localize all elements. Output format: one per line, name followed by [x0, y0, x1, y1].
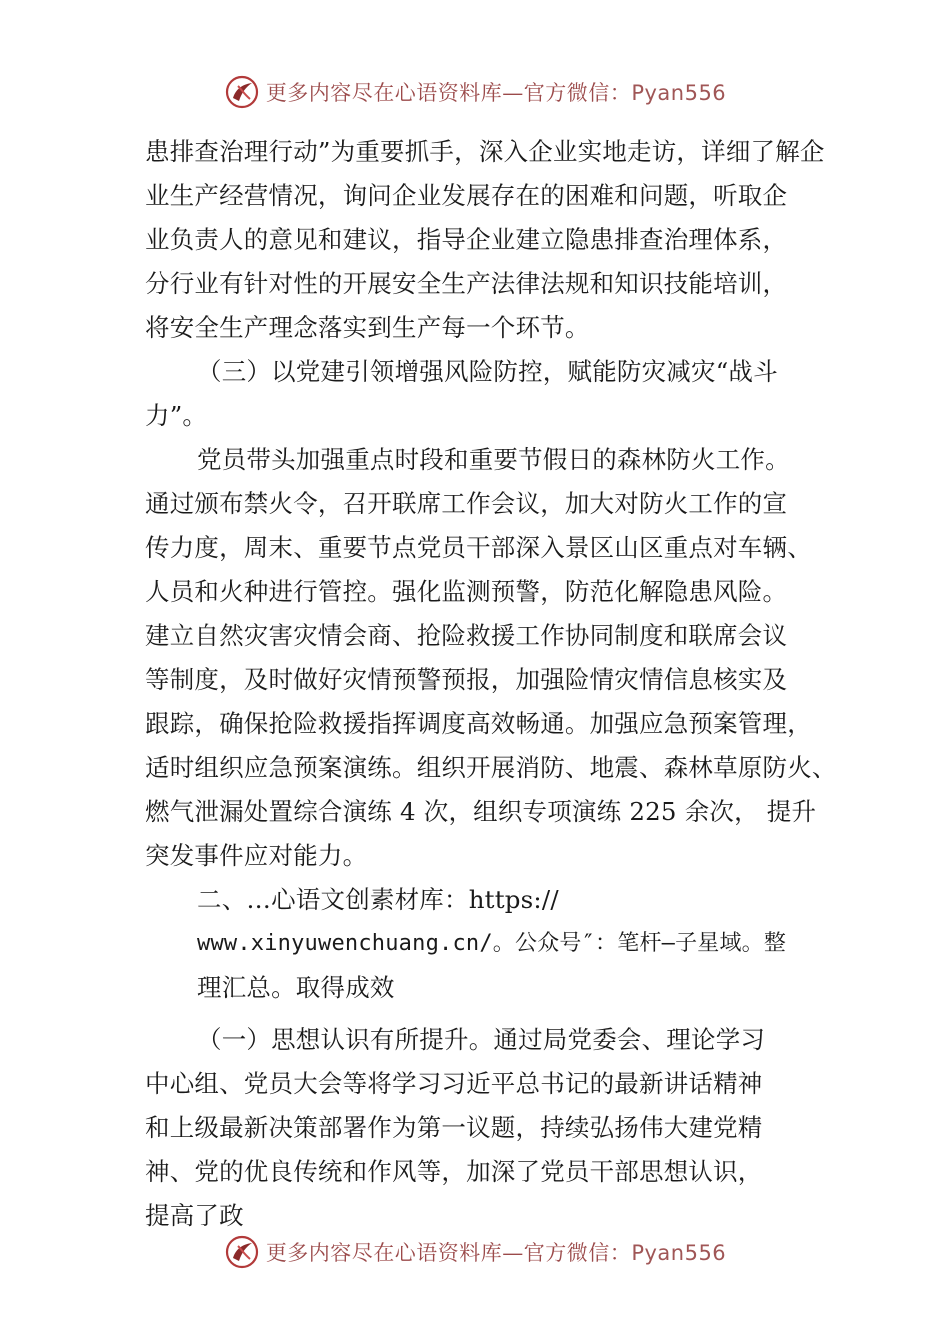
text-line: 适时组织应急预案演练。组织开展消防、地震、森林草原防火、	[145, 753, 837, 782]
header-banner	[0, 70, 950, 114]
text-line: 突发事件应对能力。	[145, 841, 368, 870]
brand-logo-icon	[224, 1234, 260, 1270]
text-line: 神、党的优良传统和作风等，加深了党员干部思想认识，	[145, 1157, 763, 1186]
text-line: 业负责人的意见和建议，指导企业建立隐患排查治理体系，	[145, 225, 788, 254]
text-line: 传力度，周末、重要节点党员干部深入景区山区重点对车辆、	[145, 533, 812, 562]
text-line: 患排查治理行动”为重要抓手，深入企业实地走访，详细了解企	[145, 137, 825, 166]
text-line: 党员带头加强重点时段和重要节假日的森林防火工作。	[197, 445, 790, 474]
section-heading-cont: 力”。	[145, 401, 208, 430]
section-heading: 二、…心语文创素材库：https://	[197, 885, 559, 914]
text-line: 分行业有针对性的开展安全生产法律法规和知识技能培训，	[145, 269, 788, 298]
text-line: 业生产经营情况，询问企业发展存在的困难和问题，听取企	[145, 181, 788, 210]
section-heading: （三）以党建引领增强风险防控，赋能防灾减灾“战斗	[197, 357, 778, 386]
text-line: 将安全生产理念落实到生产每一个环节。	[145, 313, 590, 342]
banner-text	[266, 77, 726, 107]
section-heading-cont: 理汇总。取得成效	[197, 973, 395, 1002]
text-line: 和上级最新决策部署作为第一议题，持续弘扬伟大建党精	[145, 1113, 763, 1142]
text-line: 跟踪，确保抢险救援指挥调度高效畅通。加强应急预案管理，	[145, 709, 812, 738]
banner-label: 更多内容尽在心语资料库—官方微信：	[265, 1241, 632, 1265]
text-line: 中心组、党员大会等将学习习近平总书记的最新讲话精神	[145, 1069, 763, 1098]
wechat-id: Pyan556	[631, 81, 727, 105]
text-line: 建立自然灾害灾情会商、抢险救援工作协同制度和联席会议	[145, 621, 788, 650]
text-line: 提高了政	[145, 1201, 244, 1230]
text-line: 燃气泄漏处置综合演练 4 次，组织专项演练 225 余次， 提升	[145, 797, 817, 826]
text-line: 等制度，及时做好灾情预警预报，加强险情灾情信息核实及	[145, 665, 788, 694]
document-body	[145, 130, 845, 1238]
footer-banner	[0, 1230, 950, 1274]
subsection-heading: （一）思想认识有所提升。通过局党委会、理论学习	[197, 1025, 766, 1054]
text-line: 人员和火种进行管控。强化监测预警，防范化解隐患风险。	[145, 577, 788, 606]
text-line: 通过颁布禁火令，召开联席工作会议，加大对防火工作的宣	[145, 489, 788, 518]
banner-text	[266, 1237, 726, 1267]
brand-logo-icon	[224, 74, 260, 110]
wechat-id: Pyan556	[631, 1241, 727, 1265]
url-line: www.xinyuwenchuang.cn/。公众号″：笔杆—子星域。整	[197, 931, 787, 956]
banner-label: 更多内容尽在心语资料库—官方微信：	[265, 81, 632, 105]
